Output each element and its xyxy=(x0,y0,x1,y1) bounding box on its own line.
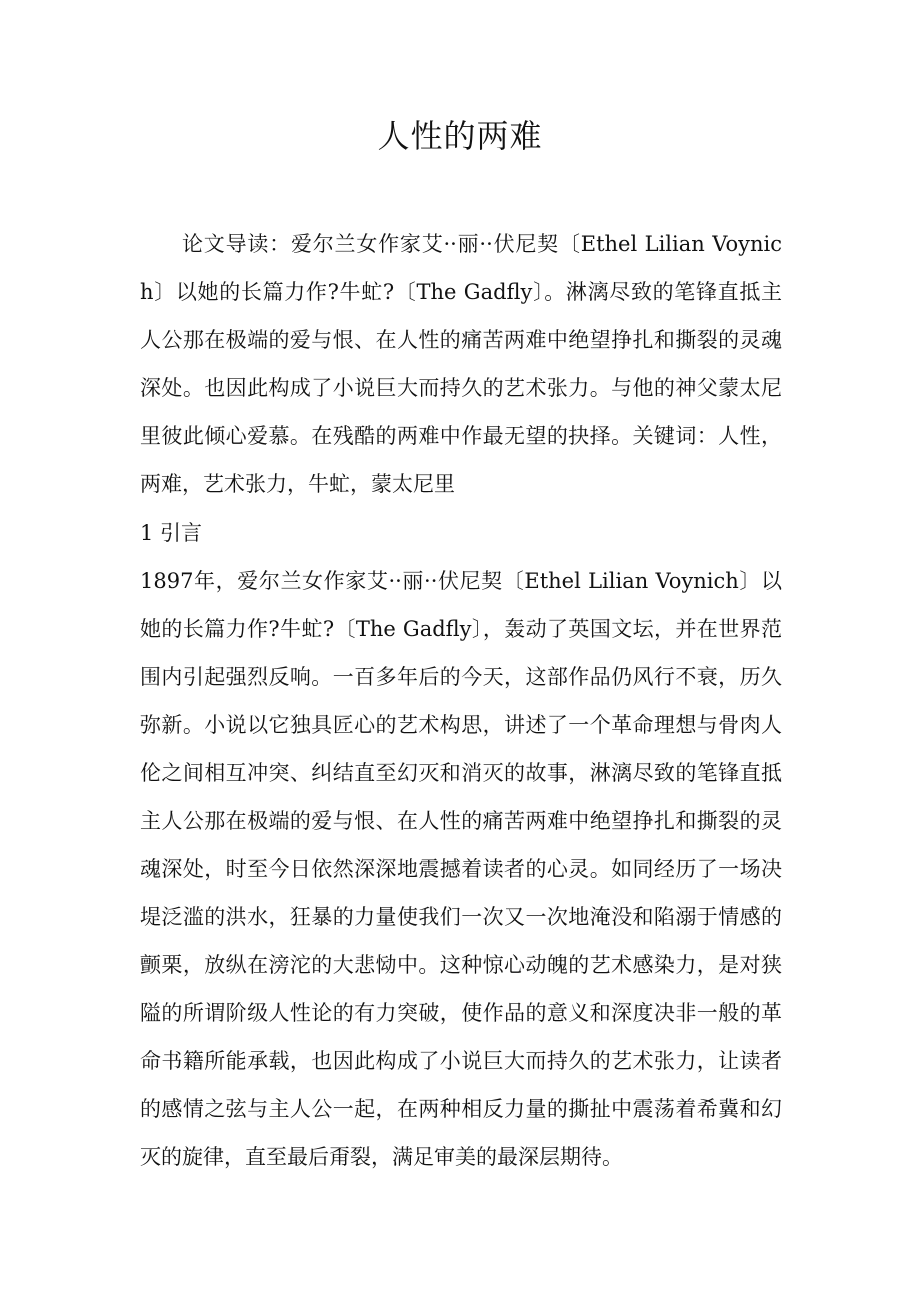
section-heading-introduction: 1 引言 xyxy=(140,521,203,545)
document-title: 人性的两难 xyxy=(377,117,543,155)
abstract-paragraph: 论文导读：爱尔兰女作家艾··丽··伏尼契〔Ethel Lilian Voynich〕以她的长篇力作?牛虻?〔The Gadfly〕。淋漓尽致的笔锋直抵主人公那在极端的爱与恨、在人性的痛苦两难中绝望挣扎和撕裂的灵魂深处。也因此构成了小说巨大而持久的艺术张力。与他的神父蒙太尼里彼此倾心爱慕。在残酷的两难中作最无望的抉择。关键词：人性，两难，艺术张力，牛虻，蒙太尼里 xyxy=(140,232,782,496)
introduction-paragraph: 1897年，爱尔兰女作家艾··丽··伏尼契〔Ethel Lilian Voynich〕以她的长篇力作?牛虻?〔The Gadfly〕，轰动了英国文坛，并在世界范围内引起强烈反响。一百多年后的今天，这部作品仍风行不衰，历久弥新。小说以它独具匠心的艺术构思，讲述了一个革命理想与骨肉人伦之间相互冲突、纠结直至幻灭和消灭的故事，淋漓尽致的笔锋直抵主人公那在极端的爱与恨、在人性的痛苦两难中绝望挣扎和撕裂的灵魂深处，时至今日依然深深地震撼着读者的心灵。如同经历了一场决堤泛滥的洪水，狂暴的力量使我们一次又一次地淹没和陷溺于情感的颤栗，放纵在滂沱的大悲恸中。这种惊心动魄的艺术感染力，是对狭隘的所谓阶级人性论的有力突破，使作品的意义和深度决非一般的革命书籍所能承载，也因此构成了小说巨大而持久的艺术张力，让读者的感情之弦与主人公一起，在两种相反力量的撕扯中震荡着希冀和幻灭的旋律，直至最后甭裂，满足审美的最深层期待。 xyxy=(140,569,782,1169)
